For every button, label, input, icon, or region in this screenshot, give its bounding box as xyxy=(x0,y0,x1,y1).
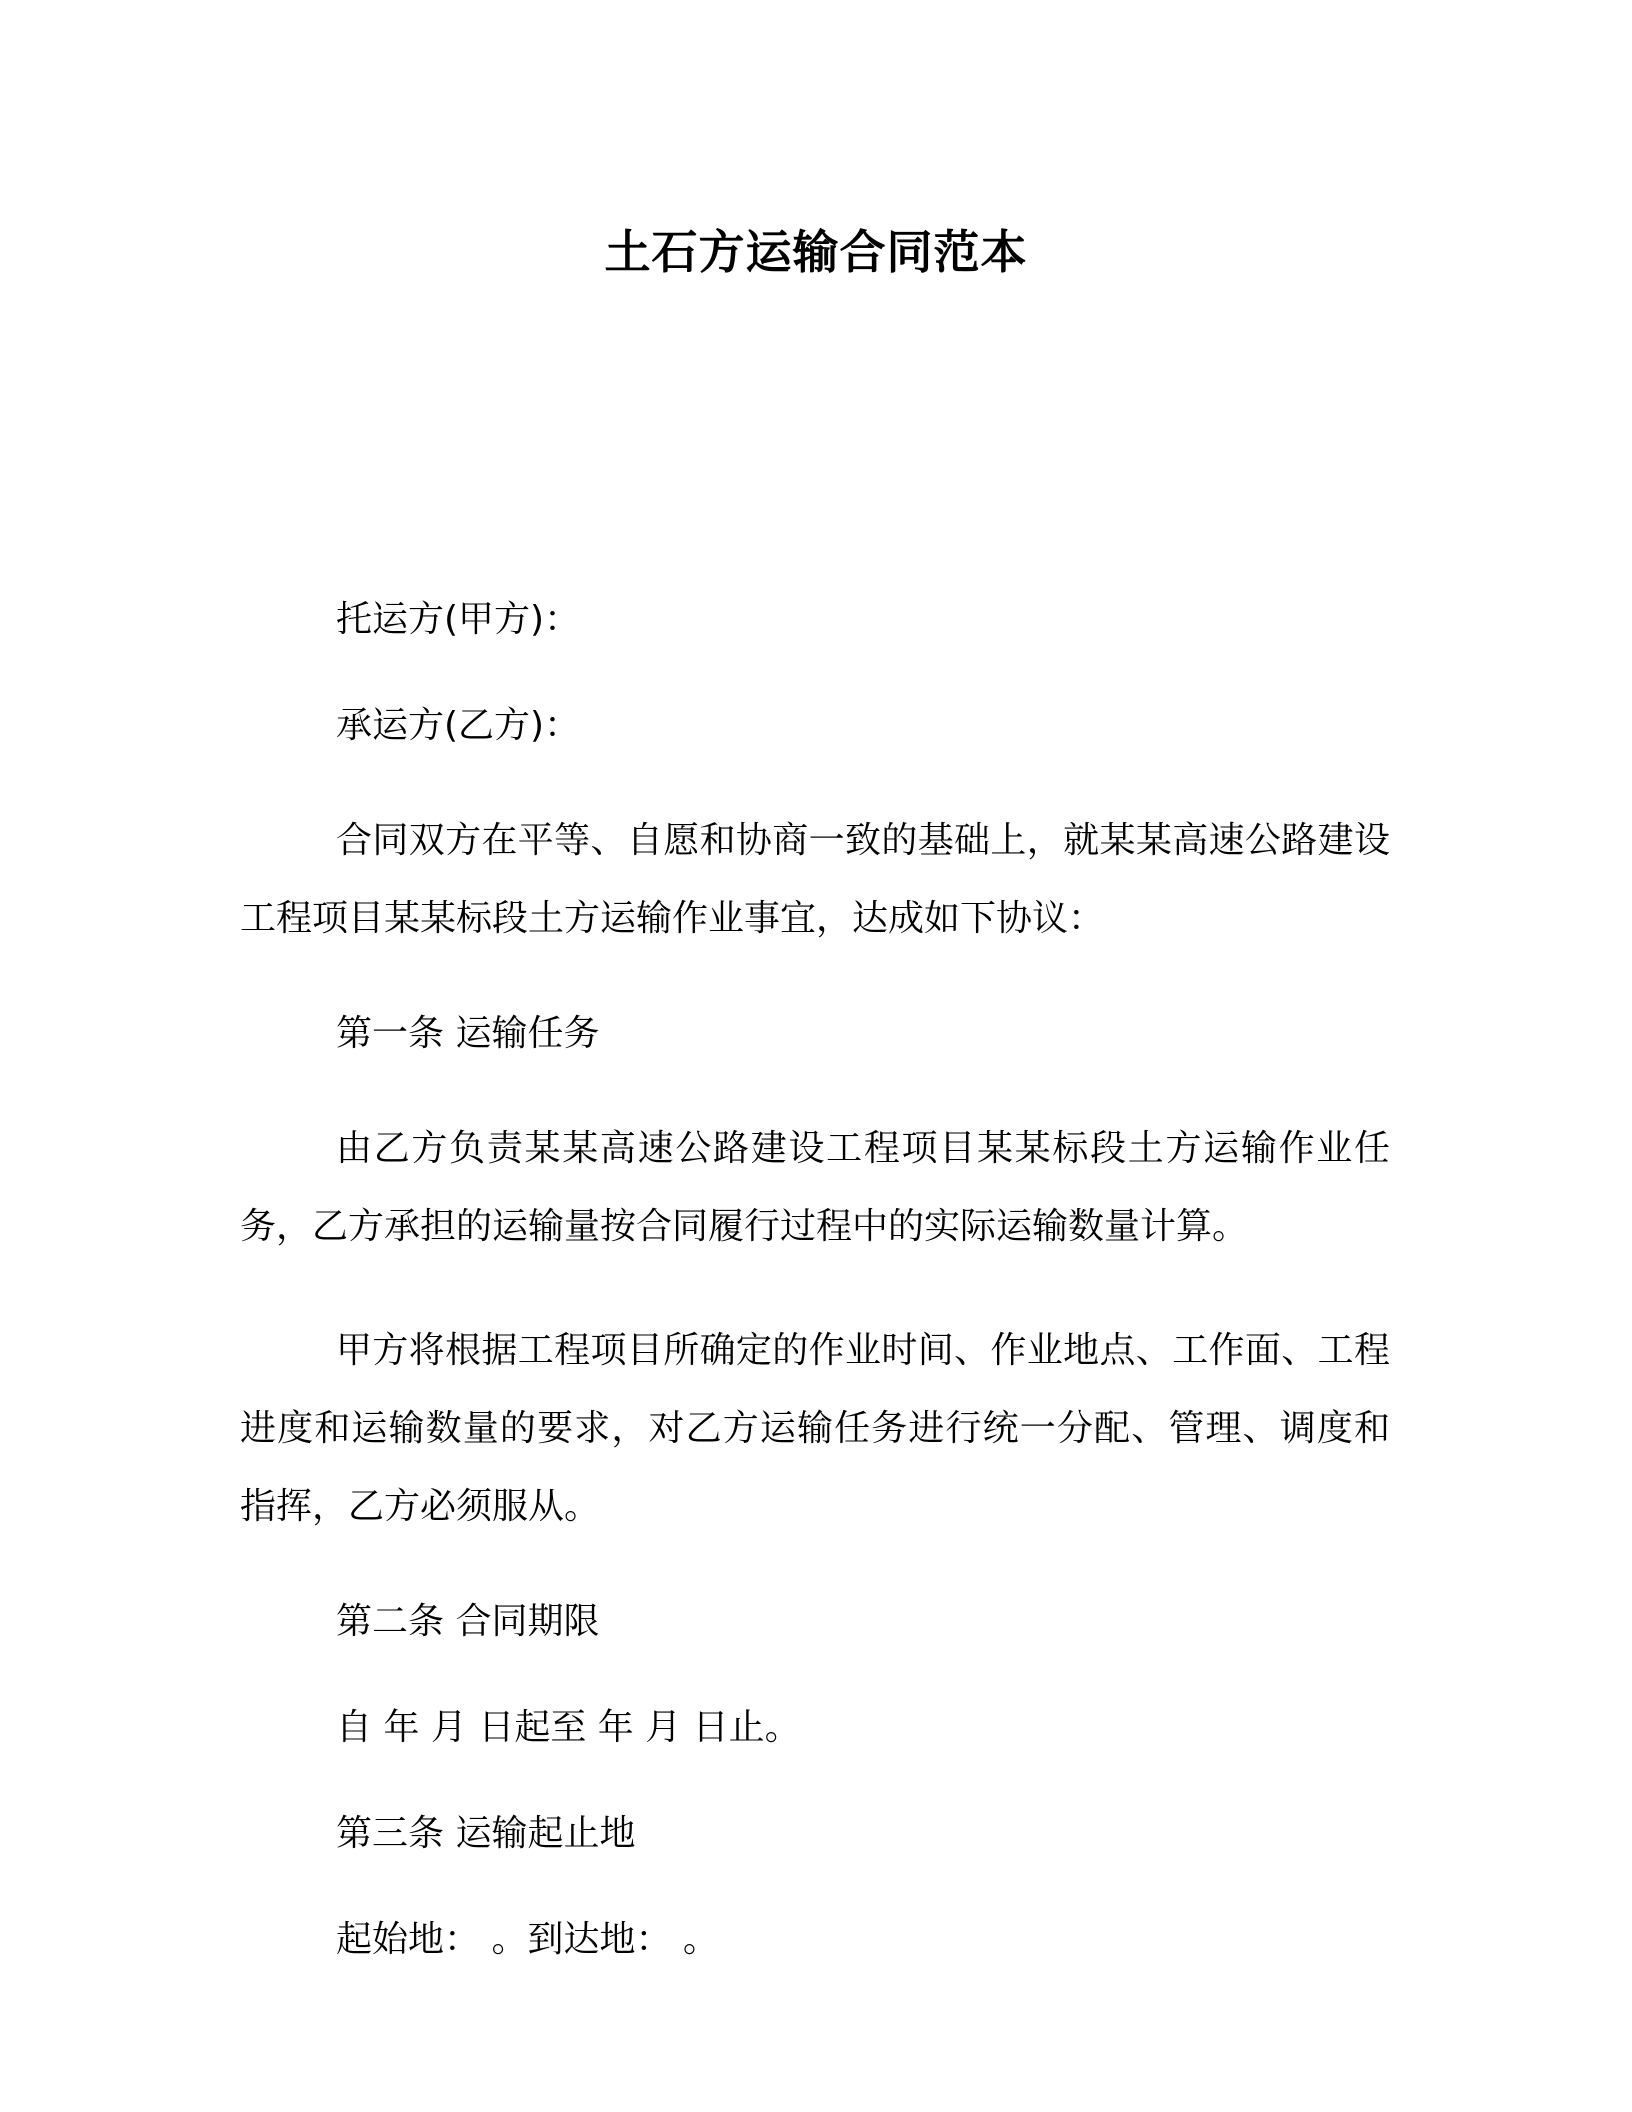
preamble-paragraph: 合同双方在平等、自愿和协商一致的基础上，就某某高速公路建设工程项目某某标段土方运输作业事宜，达成如下协议： xyxy=(240,820,1390,939)
article-1-paragraph-2: 甲方将根据工程项目所确定的作业时间、作业地点、工作面、工程进度和运输数量的要求，对乙方运输任务进行统一分配、管理、调度和指挥，乙方必须服从。 xyxy=(240,1330,1390,1527)
article-1-heading: 第一条 运输任务 xyxy=(336,1013,600,1054)
article-2-heading: 第二条 合同期限 xyxy=(336,1601,600,1642)
article-3-paragraph: 起始地： 。到达地： 。 xyxy=(336,1919,719,1960)
party-a-line: 托运方(甲方)： xyxy=(336,599,581,640)
article-3-heading: 第三条 运输起止地 xyxy=(336,1813,636,1854)
article-1-paragraph-1: 由乙方负责某某高速公路建设工程项目某某标段土方运输作业任务，乙方承担的运输量按合同履行过程中的实际运输数量计算。 xyxy=(240,1128,1390,1247)
document-title: 土石方运输合同范本 xyxy=(604,225,1028,279)
document-body xyxy=(240,590,1390,2016)
article-2-paragraph: 自 年 月 日起至 年 月 日止。 xyxy=(336,1707,801,1748)
party-b-line: 承运方(乙方)： xyxy=(336,705,581,746)
